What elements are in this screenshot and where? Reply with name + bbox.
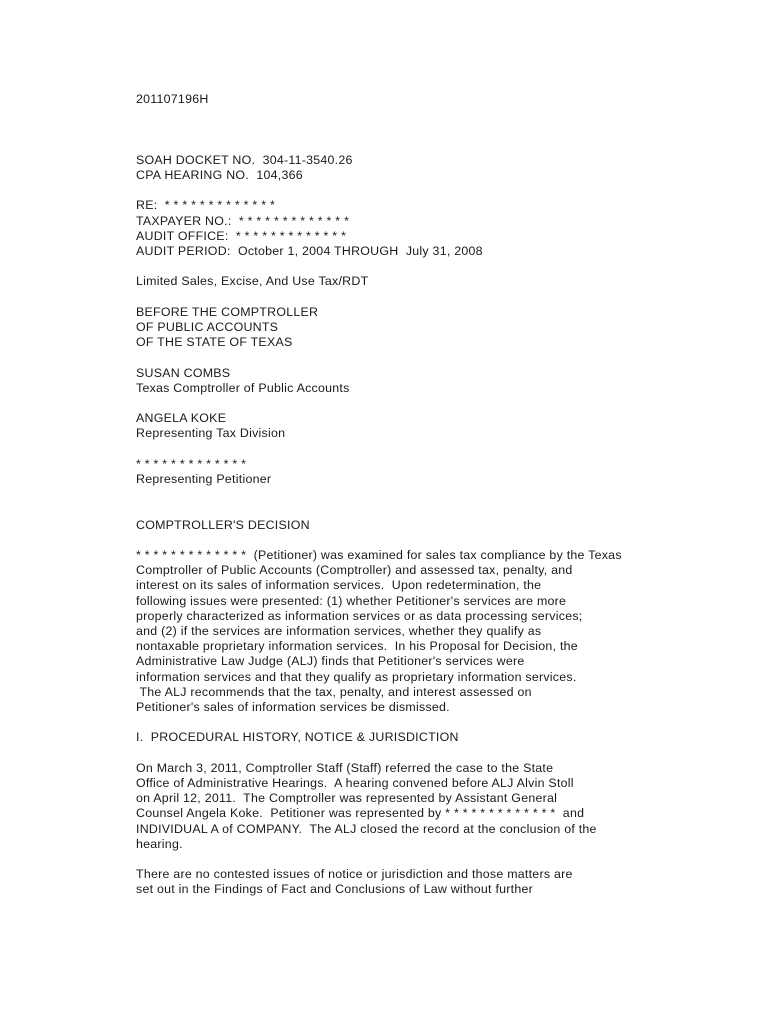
soah-docket-number: SOAH DOCKET NO. 304-11-3540.26 bbox=[136, 152, 353, 167]
tax-division-rep-role: Representing Tax Division bbox=[136, 426, 286, 441]
before-line-2: OF PUBLIC ACCOUNTS bbox=[136, 319, 279, 334]
decision-heading: COMPTROLLER'S DECISION bbox=[136, 517, 310, 532]
paragraph-line: set out in the Findings of Fact and Conclusions of Law without further bbox=[136, 882, 533, 897]
comptroller-name: SUSAN COMBS bbox=[136, 365, 231, 380]
paragraph-line: * * * * * * * * * * * * * (Petitioner) was examined for sales tax compliance by the Texas bbox=[136, 547, 622, 562]
decision-paragraph bbox=[136, 548, 636, 715]
cpa-hearing-number: CPA HEARING NO. 104,366 bbox=[136, 167, 303, 182]
paragraph-line: Petitioner's sales of information services be dismissed. bbox=[136, 699, 450, 714]
paragraph-line: INDIVIDUAL A of COMPANY. The ALJ closed the record at the conclusion of the bbox=[136, 821, 597, 836]
notice-paragraph bbox=[136, 867, 636, 897]
petitioner-rep-name: * * * * * * * * * * * * * bbox=[136, 456, 247, 471]
audit-office: AUDIT OFFICE: * * * * * * * * * * * * * bbox=[136, 228, 347, 243]
paragraph-line: Comptroller of Public Accounts (Comptroller) and assessed tax, penalty, and bbox=[136, 563, 573, 578]
section-heading: I. PROCEDURAL HISTORY, NOTICE & JURISDICTION bbox=[136, 730, 459, 745]
paragraph-line: following issues were presented: (1) whether Petitioner's services are more bbox=[136, 593, 567, 608]
audit-period: AUDIT PERIOD: October 1, 2004 THROUGH July 31, 2008 bbox=[136, 243, 483, 258]
before-line-3: OF THE STATE OF TEXAS bbox=[136, 335, 293, 350]
before-line-1: BEFORE THE COMPTROLLER bbox=[136, 304, 319, 319]
tax-type: Limited Sales, Excise, And Use Tax/RDT bbox=[136, 274, 369, 289]
paragraph-line: information services and that they qualify as proprietary information services. bbox=[136, 669, 577, 684]
tax-division-rep-name: ANGELA KOKE bbox=[136, 411, 227, 426]
procedural-paragraph bbox=[136, 761, 636, 852]
petitioner-rep-role: Representing Petitioner bbox=[136, 471, 272, 486]
paragraph-line: properly characterized as information services or as data processing services; bbox=[136, 608, 583, 623]
paragraph-line: on April 12, 2011. The Comptroller was represented by Assistant General bbox=[136, 791, 558, 806]
paragraph-line: There are no contested issues of notice or jurisdiction and those matters are bbox=[136, 867, 573, 882]
paragraph-line: On March 3, 2011, Comptroller Staff (Staff) referred the case to the State bbox=[136, 760, 554, 775]
paragraph-line: Administrative Law Judge (ALJ) finds that Petitioner's services were bbox=[136, 654, 525, 669]
document-body bbox=[136, 92, 636, 898]
paragraph-line: and (2) if the services are information services, whether they qualify as bbox=[136, 623, 542, 638]
paragraph-line: nontaxable proprietary information services. In his Proposal for Decision, the bbox=[136, 639, 578, 654]
paragraph-line: The ALJ recommends that the tax, penalty, and interest assessed on bbox=[136, 684, 532, 699]
paragraph-line: hearing. bbox=[136, 836, 183, 851]
paragraph-line: interest on its sales of information services. Upon redetermination, the bbox=[136, 578, 542, 593]
document-id: 201107196H bbox=[136, 92, 209, 106]
comptroller-title: Texas Comptroller of Public Accounts bbox=[136, 380, 350, 395]
re-line: RE: * * * * * * * * * * * * * bbox=[136, 198, 276, 213]
paragraph-line: Office of Administrative Hearings. A hearing convened before ALJ Alvin Stoll bbox=[136, 775, 574, 790]
paragraph-line: Counsel Angela Koke. Petitioner was represented by * * * * * * * * * * * * * and bbox=[136, 806, 585, 821]
taxpayer-number: TAXPAYER NO.: * * * * * * * * * * * * * bbox=[136, 213, 350, 228]
